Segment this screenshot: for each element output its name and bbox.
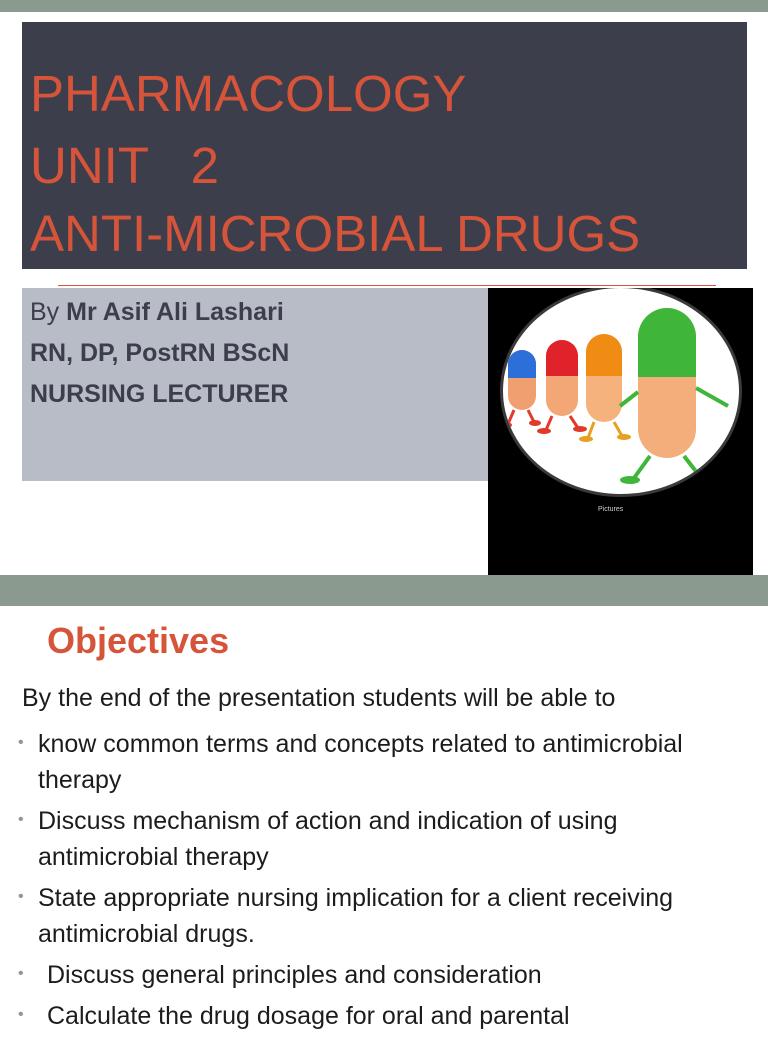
image-caption: Pictures (598, 506, 624, 513)
divider-rule (58, 285, 716, 286)
list-item (18, 803, 758, 875)
walking-pills-illustration (488, 288, 753, 575)
list-item-text: Discuss mechanism of action and indication of using antimicrobial therapy (38, 807, 618, 871)
top-band (0, 0, 768, 12)
objectives-slide (0, 606, 768, 1030)
author-line (30, 297, 284, 327)
bullet-icon: • (18, 1006, 24, 1023)
author-role: NURSING LECTURER (30, 380, 289, 408)
title-line-2: UNIT 2 (30, 137, 219, 194)
list-item-text: know common terms and concepts related to antimicrobial therapy (38, 730, 683, 794)
list-item-text: State appropriate nursing implication for a client receiving antimicrobial drugs. (38, 884, 674, 948)
objectives-intro: By the end of the presentation students will be able to (22, 684, 616, 712)
list-item (18, 726, 758, 798)
slide-separator (0, 575, 768, 606)
bullet-icon: • (18, 965, 24, 982)
list-item (18, 880, 758, 952)
list-item (18, 998, 758, 1034)
bullet-icon: • (18, 888, 24, 905)
list-item-text: Calculate the drug dosage for oral and parental (47, 1002, 570, 1030)
title-box (22, 22, 747, 269)
bullet-icon: • (18, 734, 24, 751)
bullet-icon: • (18, 811, 24, 828)
objectives-list (18, 726, 758, 1039)
pills-image (488, 288, 753, 575)
author-name: Mr Asif Ali Lashari (66, 298, 284, 326)
title-line-3: ANTI-MICROBIAL DRUGS (30, 205, 641, 262)
author-box (22, 288, 488, 481)
list-item (18, 957, 758, 993)
objectives-heading: Objectives (47, 620, 230, 661)
title-line-1: PHARMACOLOGY (30, 65, 467, 122)
author-by: By (30, 298, 67, 326)
list-item-text: Discuss general principles and consideration (47, 961, 542, 989)
author-credentials: RN, DP, PostRN BScN (30, 339, 290, 367)
